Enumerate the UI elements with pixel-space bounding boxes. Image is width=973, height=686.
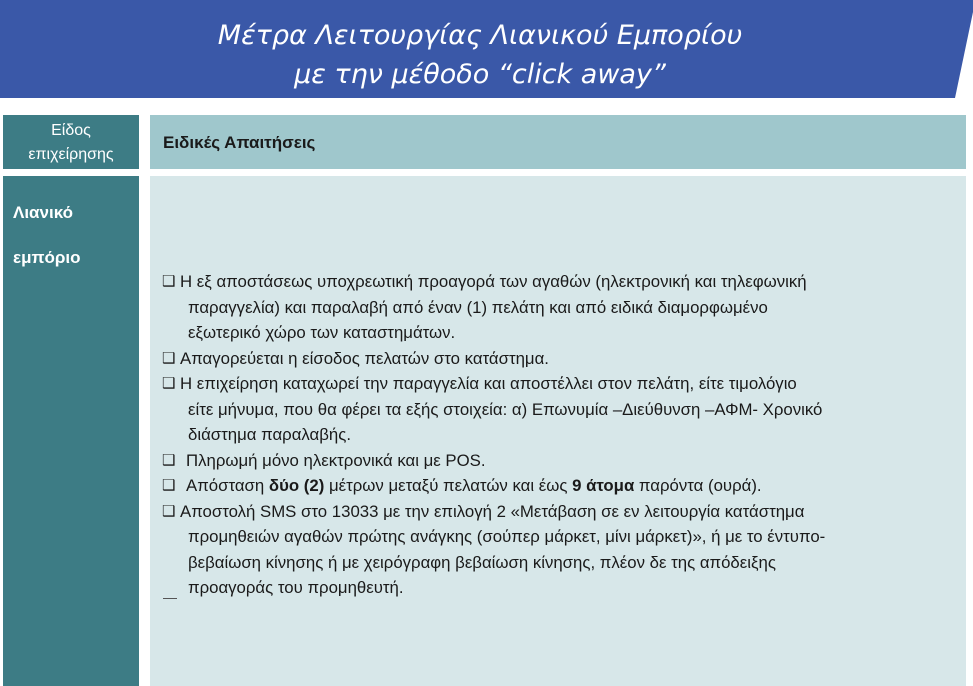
req-1-line-2: παραγγελία) και παραλαβή από έναν (1) πελάτη και από ειδικά διαμορφωμένο [188, 297, 768, 317]
checkbox-bullet-icon: ❑ [162, 349, 176, 367]
req-6-line-2: προμηθειών αγαθών πρώτης ανάγκης (σούπερ μάρκετ, μίνι μάρκετ)», ή με το έντυπο- [188, 527, 826, 546]
requirement-item [162, 499, 962, 601]
checkbox-bullet-icon: ❑ [162, 502, 176, 520]
checkbox-bullet-icon: ❑ [162, 273, 176, 290]
req-3-line-3: διάστημα παραλαβής. [188, 425, 351, 444]
checkbox-bullet-icon: ❑ [162, 477, 176, 494]
title-banner [0, 0, 973, 100]
checkbox-bullet-icon: ❑ [162, 375, 176, 392]
req-1-line-3: εξωτερικό χώρο των καταστημάτων. [188, 323, 456, 342]
header-left-line-1: Είδος [51, 122, 91, 139]
req-5-post: παρόντα (ουρά). [634, 476, 762, 495]
req-3-line-2: είτε μήνυμα, που θα φέρει τα εξής στοιχεία: α) Επωνυμία –Διεύθυνση –ΑΦΜ- Χρονικό [188, 399, 823, 419]
title-line-2: με την μέθοδο “click away” [294, 59, 666, 90]
req-3-line-1: Η επιχείρηση καταχωρεί την παραγγελία και αποστέλλει στον πελάτη, είτε τιμολόγιο [180, 374, 797, 393]
requirement-item [162, 473, 962, 499]
req-6-line-3: βεβαίωση κίνησης ή με χειρόγραφη βεβαίωση κίνησης, πλέον δε της απόδειξης [188, 552, 776, 572]
page-title [0, 16, 960, 94]
requirement-item [162, 448, 962, 474]
req-6-line-4: προαγοράς του προμηθευτή. [188, 578, 404, 597]
checkbox-bullet-icon: ❑ [162, 451, 176, 469]
header-left-line-2: επιχείρησης [28, 146, 114, 163]
requirements-list [162, 269, 962, 601]
requirement-item [162, 371, 962, 448]
underline-mark [163, 598, 177, 599]
title-line-1: Μέτρα Λειτουργίας Λιανικού Εμπορίου [217, 20, 743, 51]
row-label-line-2: εμπόριο [13, 248, 81, 267]
header-special-requirements: Ειδικές Απαιτήσεις [150, 115, 966, 169]
header-business-type [3, 115, 139, 169]
req-5-pre: Απόσταση [186, 476, 269, 495]
req-6-line-1: Αποστολή SMS στο 13033 με την επιλογή 2 «Μετάβαση σε εν λειτουργία κατάστημα [180, 501, 805, 521]
requirement-item [162, 269, 962, 346]
req-5-mid: μέτρων μεταξύ πελατών και έως [324, 476, 573, 495]
req-5-bold-distance: δύο (2) [268, 476, 325, 495]
row-label [3, 176, 139, 686]
requirement-item [162, 346, 962, 372]
req-5-bold-people: 9 άτομα [572, 476, 635, 495]
req-2-line-1: Απαγορεύεται η είσοδος πελατών στο κατάστημα. [180, 348, 549, 368]
req-1-line-1: Η εξ αποστάσεως υποχρεωτική προαγορά των αγαθών (ηλεκτρονική και τηλεφωνική [180, 272, 807, 291]
req-4-line-1: Πληρωμή μόνο ηλεκτρονικά και με POS. [186, 450, 486, 470]
row-label-line-1: Λιανικό [13, 203, 73, 222]
req-5-line-1 [186, 473, 962, 499]
